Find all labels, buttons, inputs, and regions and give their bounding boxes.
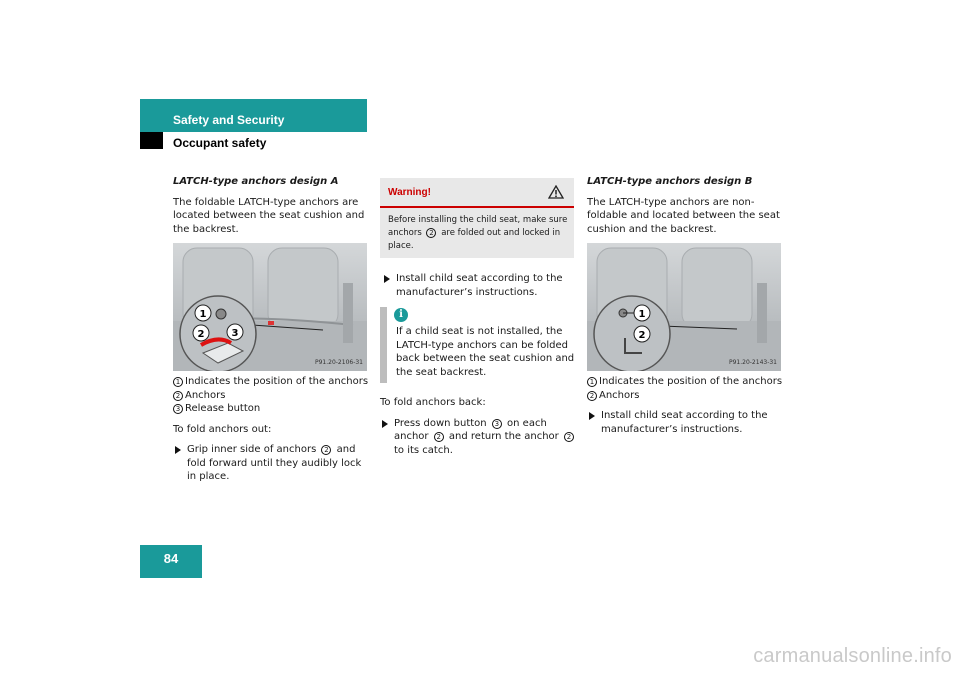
bullet-arrow-icon xyxy=(589,412,595,420)
callout-2: 2 xyxy=(197,329,205,340)
callout-1: 1 xyxy=(199,309,207,320)
design-b-figure xyxy=(587,243,781,371)
design-a-figure xyxy=(173,243,367,371)
middle-fold-back xyxy=(380,396,576,464)
instruction-step: Press down button 3 on each anchor 2 and return the anchor 2 to its catch. xyxy=(380,417,576,458)
section-title: Safety and Security xyxy=(173,113,285,127)
watermark: carmanualsonline.info xyxy=(753,645,952,667)
info-icon: i xyxy=(394,308,408,322)
callout-3: 3 xyxy=(231,328,239,339)
fold-back-label: To fold anchors back: xyxy=(380,397,486,408)
fold-out-label: To fold anchors out: xyxy=(173,423,272,435)
instruction-step: Install child seat according to the manufacturer’s instructions. xyxy=(587,409,783,436)
info-bar xyxy=(380,307,387,383)
middle-install-step xyxy=(382,272,576,306)
page-number: 84 xyxy=(163,551,179,566)
left-column xyxy=(173,175,369,491)
legend-item: 2 Anchors xyxy=(173,389,369,403)
instruction-step: Install child seat according to the manufacturer’s instructions. xyxy=(382,272,576,299)
bullet-arrow-icon xyxy=(175,446,181,454)
bullet-arrow-icon xyxy=(384,275,390,283)
warning-text: Before installing the child seat, make sure anchors 2 are folded out and locked in place. xyxy=(388,215,568,251)
figure-code: P91.20-2143-31 xyxy=(728,358,777,366)
legend-item: 2 Anchors xyxy=(587,389,783,403)
seat-illustration-b xyxy=(587,243,781,371)
instruction-step: Grip inner side of anchors 2 and fold forward until they audibly lock in place. xyxy=(173,443,369,484)
right-column xyxy=(587,175,783,443)
subsection-title: Occupant safety xyxy=(173,136,267,150)
legend-item: 1 Indicates the position of the anchors xyxy=(587,375,783,389)
bullet-arrow-icon xyxy=(382,420,388,428)
warning-rule xyxy=(380,206,574,208)
figure-code: P91.20-2106-31 xyxy=(314,358,363,366)
seat-illustration-a xyxy=(173,243,367,371)
legend-item: 1 Indicates the position of the anchors xyxy=(173,375,369,389)
info-note xyxy=(380,307,576,383)
subsection-marker xyxy=(140,132,163,149)
design-a-heading: LATCH-type anchors design A xyxy=(173,176,339,187)
design-a-intro: The foldable LATCH-type anchors are located between the seat cushion and the backrest. xyxy=(173,196,365,235)
callout-1: 1 xyxy=(638,309,646,320)
callout-2: 2 xyxy=(638,330,646,341)
warning-triangle-icon xyxy=(548,185,564,199)
design-b-intro: The LATCH-type anchors are non-foldable and located between the seat cushion and the backrest. xyxy=(587,196,780,235)
warning-box xyxy=(380,178,574,258)
warning-title: Warning! xyxy=(388,187,431,198)
info-text: If a child seat is not installed, the LATCH-type anchors can be folded back between the seat cushion and the seat backrest. xyxy=(396,326,575,378)
design-b-heading: LATCH-type anchors design B xyxy=(587,176,753,187)
legend-item: 3 Release button xyxy=(173,402,369,416)
